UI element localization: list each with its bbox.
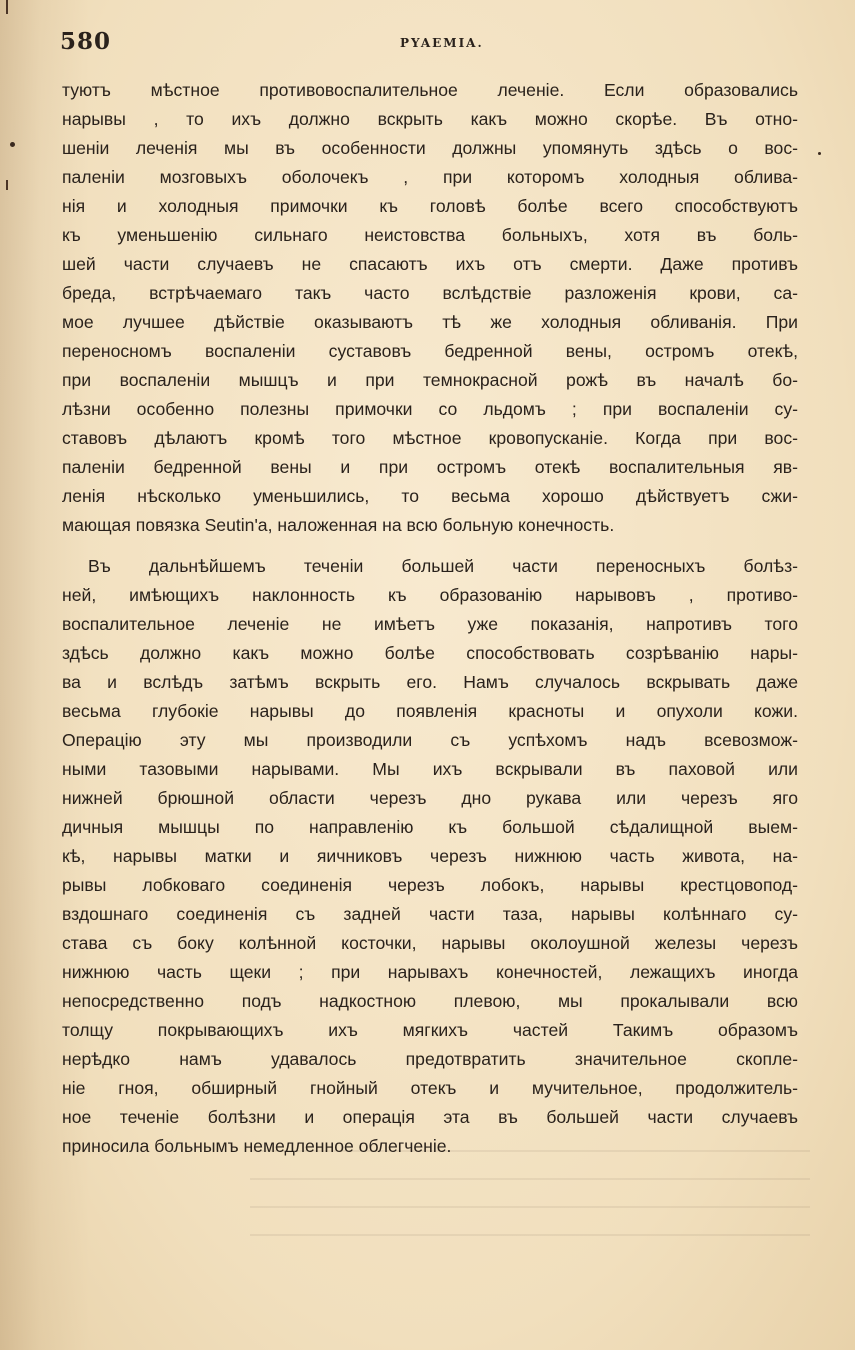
text-line: нижней брюшной области черезъ дно рукава или черезъ яго [62,788,798,808]
text-line: паленіи бедренной вены и при остромъ отекѣ воспалительныя яв- [62,457,798,477]
text-line: рывы лобковаго соединенія черезъ лобокъ, нарывы крестцовопод- [62,875,798,895]
text-line: нарывы , то ихъ должно вскрыть какъ можно скорѣе. Въ отно- [62,109,798,129]
page-header [60,28,800,68]
text-line: при воспаленіи мышцъ и при темнокрасной рожѣ въ началѣ бо- [62,370,798,390]
text-line: бреда, встрѣчаемаго такъ часто вслѣдствіе разложенія крови, са- [62,283,798,303]
paragraph [62,552,798,1161]
text-line: дичныя мышцы по направленію къ большой сѣдалищной выем- [62,817,798,837]
text-line: Операцію эту мы производили съ успѣхомъ надъ всевозмож- [62,730,798,750]
text-line: нижнюю часть щеки ; при нарывахъ конечностей, лежащихъ иногда [62,962,798,982]
text-line: весьма глубокіе нарывы до появленія красноты и опухоли кожи. [62,701,798,721]
text-line: кѣ, нарывы матки и яичниковъ черезъ нижнюю часть живота, на- [62,846,798,866]
text-line: непосредственно подъ надкостною плевою, мы прокалывали всю [62,991,798,1011]
text-line: нерѣдко намъ удавалось предотвратить значительное скопле- [62,1049,798,1069]
paragraph [62,76,798,540]
text-line: лѣзни особенно полезны примочки со льдомъ ; при воспаленіи су- [62,399,798,419]
text-line: ное теченіе болѣзни и операція эта въ большей части случаевъ [62,1107,798,1127]
text-line: шеніи леченія мы въ особенности должны упомянуть здѣсь о вос- [62,138,798,158]
text-line: Въ дальнѣйшемъ теченіи большей части переносныхъ болѣз- [88,556,798,576]
text-line: ніе гноя, обширный гнойный отекъ и мучительное, продолжитель- [62,1078,798,1098]
text-line: ва и вслѣдъ затѣмъ вскрыть его. Намъ случалось вскрывать даже [62,672,798,692]
page-edge-mark [6,180,8,190]
text-line: приносила больнымъ немедленное облегченіе. [62,1136,452,1156]
body-text [62,76,798,1161]
text-line: нія и холодныя примочки къ головѣ болѣе всего способствуютъ [62,196,798,216]
text-line: толщу покрывающихъ ихъ мягкихъ частей Такимъ образомъ [62,1020,798,1040]
text-line: воспалительное леченіе не имѣетъ уже показанія, напротивъ того [62,614,798,634]
text-line: шей части случаевъ не спасаютъ ихъ отъ смерти. Даже противъ [62,254,798,274]
ink-dot [10,142,15,147]
text-line: ней, имѣющихъ наклонность къ образованію нарывовъ , противо- [62,585,798,605]
text-line: ставовъ дѣлаютъ кромѣ того мѣстное кровопусканіе. Когда при вос- [62,428,798,448]
paragraph-gap [62,540,798,552]
text-line: ленія нѣсколько уменьшились, то весьма хорошо дѣйствуетъ сжи- [62,486,798,506]
text-line: вздошнаго соединенія съ задней части таза, нарывы колѣннаго су- [62,904,798,924]
text-line: паленіи мозговыхъ оболочекъ , при которомъ холодныя облива- [62,167,798,187]
text-line: става съ боку колѣнной косточки, нарывы околоушной железы черезъ [62,933,798,953]
text-line: мающая повязка Seutin'a, наложенная на всю больную конечность. [62,515,615,535]
text-line: здѣсь должно какъ можно болѣе способствовать созрѣванію нары- [62,643,798,663]
text-line: переносномъ воспаленіи суставовъ бедренной вены, остромъ отекѣ, [62,341,798,361]
page-edge-mark [6,0,8,14]
text-line: туютъ мѣстное противовоспалительное леченіе. Если образовались [62,80,798,100]
page-number: 580 [60,28,112,55]
text-line: ными тазовыми нарывами. Мы ихъ вскрывали въ паховой или [62,759,798,779]
text-line: мое лучшее дѣйствіе оказываютъ тѣ же холодныя обливанія. При [62,312,798,332]
ink-dot [818,152,821,155]
show-through [250,1150,810,1240]
running-head: PYAEMIA. [400,36,484,50]
text-line: къ уменьшенію сильнаго неистовства больныхъ, хотя въ боль- [62,225,798,245]
